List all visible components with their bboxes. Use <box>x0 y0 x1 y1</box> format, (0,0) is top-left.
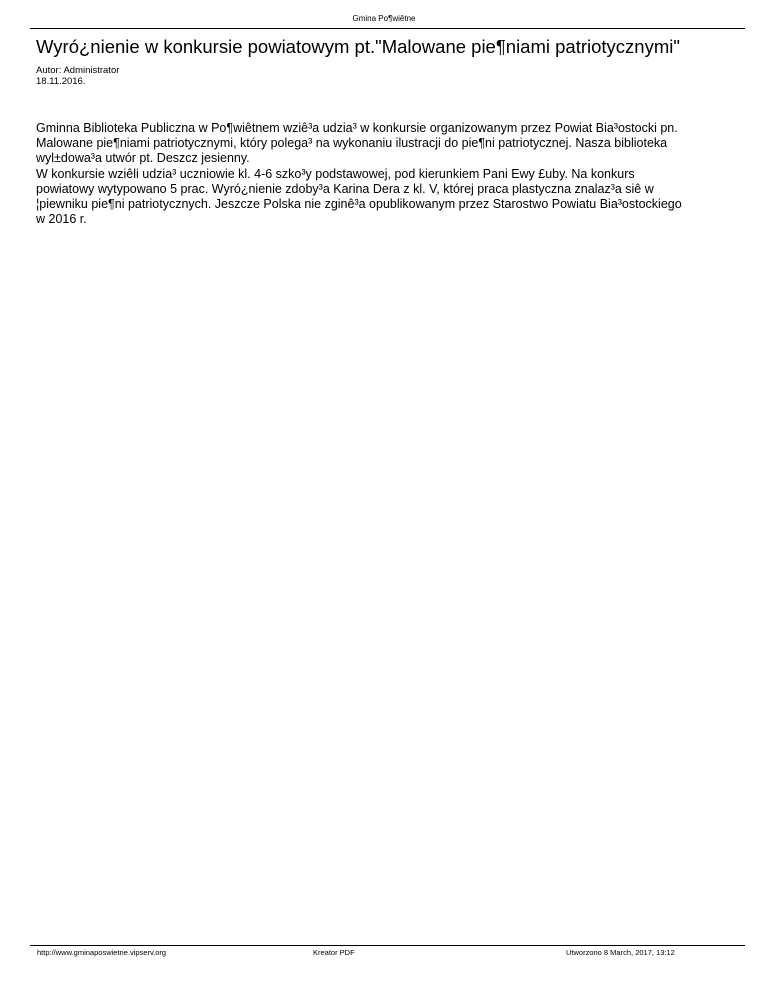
body-line: Gminna Biblioteka Publiczna w Po¶wiêtnem wziê³a udzia³ w konkursie organizowanym przez Powiat Bia³ostocki pn. <box>36 121 678 135</box>
site-header: Gmina Po¶wiêtne <box>352 14 416 23</box>
footer-url[interactable]: http://www.gminaposwietne.vipserv.org <box>37 948 167 957</box>
footer-generator: Kreator PDF <box>313 948 355 957</box>
body-line: ¦piewniku pie¶ni patriotycznych. Jeszcze Polska nie zginê³a opublikowanym przez Starostwo Powiatu Bia³ostockiego <box>36 197 682 212</box>
body-line: powiatowy wytypowano 5 prac. Wyró¿nienie zdoby³a Karina Dera z kl. V, której praca plastyczna znalaz³a siê w <box>36 181 654 196</box>
footer-divider <box>30 945 745 946</box>
header-divider <box>30 28 745 29</box>
body-line: w 2016 r. <box>36 212 87 227</box>
footer-created-date: Utworzono 8 March, 2017, 13:12 <box>566 948 675 957</box>
article-meta <box>36 65 119 87</box>
article-date: 18.11.2016. <box>36 76 86 87</box>
article-author: Autor: Administrator <box>36 65 120 76</box>
article-body <box>36 121 736 227</box>
body-line: Malowane pie¶niami patriotycznymi, który polega³ na wykonaniu ilustracji do pie¶ni patriotycznej. Nasza biblioteka <box>36 136 668 151</box>
article-title: Wyró¿nienie w konkursie powiatowym pt."Malowane pie¶niami patriotycznymi" <box>36 36 680 57</box>
body-line: W konkursie wziêli udzia³ uczniowie kl. 4-6 szko³y podstawowej, pod kierunkiem Pani Ewy £uby. Na konkurs <box>36 166 635 181</box>
body-line: wyl±dowa³a utwór pt. Deszcz jesienny. <box>36 151 250 166</box>
